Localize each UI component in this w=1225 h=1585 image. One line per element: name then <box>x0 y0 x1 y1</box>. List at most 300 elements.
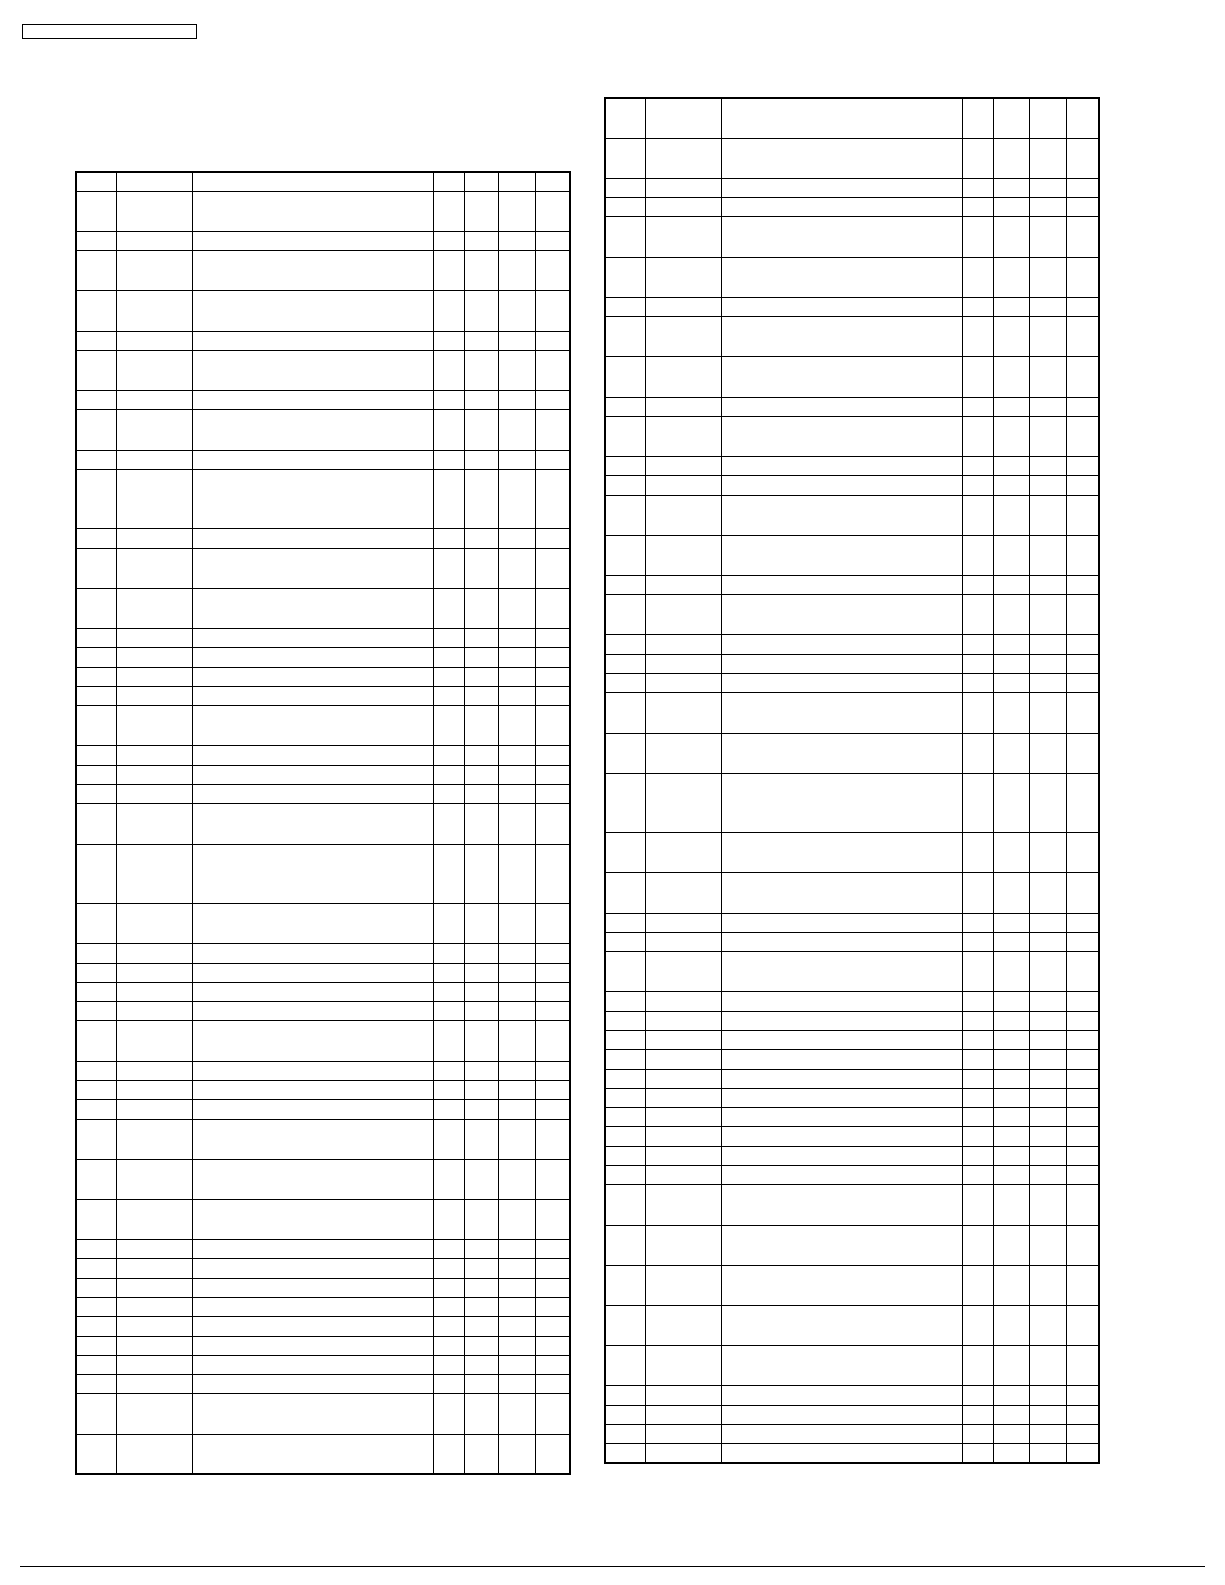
table-cell <box>645 495 721 535</box>
table-cell <box>1066 992 1099 1011</box>
table-row <box>605 1050 1099 1069</box>
table-cell <box>464 1002 498 1021</box>
table-row <box>605 1424 1099 1443</box>
table-cell <box>962 1386 993 1405</box>
table-cell <box>962 1346 993 1386</box>
table-cell <box>433 1278 464 1297</box>
table-cell <box>1029 733 1066 773</box>
table-cell <box>993 1185 1029 1225</box>
table-cell <box>116 963 192 982</box>
table-cell <box>721 457 962 476</box>
table-cell <box>645 1146 721 1165</box>
table-cell <box>192 191 433 231</box>
table-cell <box>1066 1305 1099 1345</box>
table-cell <box>993 1225 1029 1265</box>
table-cell <box>76 648 116 667</box>
table-cell <box>993 1386 1029 1405</box>
table-row <box>605 1127 1099 1146</box>
table-cell <box>1066 317 1099 357</box>
table-cell <box>192 1080 433 1099</box>
table-cell <box>605 357 645 397</box>
table-cell <box>498 331 535 350</box>
table-cell <box>116 982 192 1001</box>
table-cell <box>645 1405 721 1424</box>
table-cell <box>464 686 498 705</box>
table-cell <box>498 1199 535 1239</box>
table-cell <box>535 1199 570 1239</box>
table-cell <box>993 1030 1029 1049</box>
table-cell <box>1066 693 1099 733</box>
table-cell <box>192 410 433 450</box>
table-cell <box>962 198 993 217</box>
table-cell <box>498 1317 535 1336</box>
table-cell <box>498 1240 535 1259</box>
table-cell <box>433 1394 464 1434</box>
table-cell <box>535 1355 570 1374</box>
table-cell <box>1029 457 1066 476</box>
table-cell <box>192 963 433 982</box>
table-cell <box>605 635 645 654</box>
table-cell <box>645 457 721 476</box>
table-cell <box>962 317 993 357</box>
table-cell <box>76 1317 116 1336</box>
table-cell <box>498 291 535 331</box>
table-cell <box>192 1199 433 1239</box>
table-cell <box>645 198 721 217</box>
table-cell <box>116 1100 192 1119</box>
table-cell <box>464 529 498 548</box>
table-cell <box>535 1080 570 1099</box>
table-cell <box>433 172 464 191</box>
table-row <box>76 904 570 944</box>
table-cell <box>962 733 993 773</box>
table-cell <box>76 1100 116 1119</box>
table-cell <box>116 1394 192 1434</box>
table-cell <box>433 648 464 667</box>
table-cell <box>721 733 962 773</box>
table-cell <box>605 873 645 913</box>
table-cell <box>605 317 645 357</box>
table-cell <box>535 529 570 548</box>
table-cell <box>645 654 721 673</box>
table-cell <box>721 595 962 635</box>
table-cell <box>116 629 192 648</box>
table-row <box>605 833 1099 873</box>
parts-list-table-left <box>75 171 571 1475</box>
table-cell <box>1029 773 1066 833</box>
table-cell <box>645 416 721 456</box>
table-cell <box>962 217 993 257</box>
table-cell <box>116 1375 192 1394</box>
table-cell <box>498 1278 535 1297</box>
table-cell <box>962 357 993 397</box>
table-cell <box>645 217 721 257</box>
table-row <box>605 733 1099 773</box>
table-cell <box>76 1119 116 1159</box>
table-cell <box>192 350 433 390</box>
table-cell <box>76 548 116 588</box>
table-cell <box>498 686 535 705</box>
table-cell <box>433 1159 464 1199</box>
table-cell <box>993 397 1029 416</box>
table-cell <box>962 1225 993 1265</box>
table-cell <box>498 350 535 390</box>
table-cell <box>605 1424 645 1443</box>
table-cell <box>645 693 721 733</box>
table-cell <box>464 982 498 1001</box>
table-cell <box>605 833 645 873</box>
table-cell <box>1029 1146 1066 1165</box>
table-cell <box>1029 1050 1066 1069</box>
table-cell <box>464 963 498 982</box>
table-cell <box>464 391 498 410</box>
table-cell <box>433 1100 464 1119</box>
table-cell <box>498 1159 535 1199</box>
table-cell <box>993 595 1029 635</box>
table-cell <box>962 1444 993 1463</box>
table-row <box>76 391 570 410</box>
table-cell <box>605 297 645 316</box>
table-cell <box>116 231 192 250</box>
table-cell <box>76 804 116 844</box>
table-cell <box>192 331 433 350</box>
table-cell <box>1066 773 1099 833</box>
table-row <box>76 350 570 390</box>
table-cell <box>464 629 498 648</box>
table-cell <box>1029 397 1066 416</box>
table-cell <box>498 251 535 291</box>
table-cell <box>192 686 433 705</box>
table-cell <box>192 469 433 529</box>
table-cell <box>535 450 570 469</box>
table-cell <box>721 535 962 575</box>
table-cell <box>116 450 192 469</box>
table-cell <box>1066 654 1099 673</box>
footer-rule <box>20 1566 1205 1567</box>
table-row <box>605 635 1099 654</box>
table-cell <box>498 982 535 1001</box>
table-cell <box>645 357 721 397</box>
table-cell <box>962 1127 993 1146</box>
table-cell <box>962 1088 993 1107</box>
table-cell <box>721 1069 962 1088</box>
table-cell <box>464 844 498 904</box>
table-cell <box>464 746 498 765</box>
table-cell <box>1029 495 1066 535</box>
table-cell <box>433 410 464 450</box>
table-cell <box>721 98 962 138</box>
table-cell <box>1029 1405 1066 1424</box>
table-cell <box>535 629 570 648</box>
table-cell <box>192 1336 433 1355</box>
table-cell <box>433 904 464 944</box>
table-cell <box>116 1317 192 1336</box>
table-cell <box>721 1185 962 1225</box>
table-cell <box>962 1050 993 1069</box>
table-row <box>76 667 570 686</box>
table-cell <box>605 932 645 951</box>
table-row <box>605 595 1099 635</box>
table-cell <box>1066 1225 1099 1265</box>
table-cell <box>993 1424 1029 1443</box>
table-cell <box>721 1424 962 1443</box>
table-cell <box>464 1061 498 1080</box>
table-cell <box>645 317 721 357</box>
table-cell <box>721 952 962 992</box>
table-row <box>605 397 1099 416</box>
table-cell <box>116 191 192 231</box>
table-cell <box>605 178 645 197</box>
parts-list-table-right <box>604 97 1100 1464</box>
table-cell <box>721 357 962 397</box>
table-cell <box>1029 575 1066 594</box>
table-cell <box>605 575 645 594</box>
table-cell <box>116 1080 192 1099</box>
table-cell <box>645 1225 721 1265</box>
table-cell <box>433 1119 464 1159</box>
table-cell <box>645 1011 721 1030</box>
table-cell <box>192 765 433 784</box>
table-cell <box>645 733 721 773</box>
table-cell <box>1066 1108 1099 1127</box>
table-cell <box>192 1159 433 1199</box>
table-cell <box>464 1159 498 1199</box>
table-cell <box>433 1375 464 1394</box>
table-cell <box>433 548 464 588</box>
table-cell <box>721 416 962 456</box>
table-cell <box>993 1011 1029 1030</box>
table-row <box>605 198 1099 217</box>
table-row <box>76 191 570 231</box>
table-cell <box>498 746 535 765</box>
table-cell <box>464 291 498 331</box>
table-cell <box>464 410 498 450</box>
table-row <box>605 1185 1099 1225</box>
table-cell <box>464 667 498 686</box>
table-cell <box>721 932 962 951</box>
table-cell <box>1066 1405 1099 1424</box>
table-row <box>76 548 570 588</box>
table-row <box>76 1297 570 1316</box>
table-cell <box>498 904 535 944</box>
table-row <box>76 588 570 628</box>
table-cell <box>962 297 993 316</box>
table-cell <box>605 1185 645 1225</box>
table-cell <box>116 251 192 291</box>
table-cell <box>645 535 721 575</box>
table-cell <box>464 548 498 588</box>
table-cell <box>645 674 721 693</box>
table-cell <box>962 1166 993 1185</box>
table-cell <box>535 1240 570 1259</box>
table-cell <box>962 1424 993 1443</box>
table-cell <box>993 357 1029 397</box>
table-cell <box>464 172 498 191</box>
table-cell <box>76 350 116 390</box>
table-cell <box>993 317 1029 357</box>
table-cell <box>433 1199 464 1239</box>
table-row <box>605 1444 1099 1463</box>
table-cell <box>645 773 721 833</box>
table-cell <box>993 654 1029 673</box>
table-row <box>605 952 1099 992</box>
table-cell <box>535 548 570 588</box>
table-row <box>76 648 570 667</box>
table-cell <box>116 588 192 628</box>
table-cell <box>1029 674 1066 693</box>
table-cell <box>1066 1346 1099 1386</box>
table-cell <box>1029 257 1066 297</box>
table-cell <box>192 231 433 250</box>
table-cell <box>433 231 464 250</box>
table-cell <box>116 291 192 331</box>
table-cell <box>535 982 570 1001</box>
table-cell <box>1029 1166 1066 1185</box>
table-cell <box>1029 297 1066 316</box>
table-cell <box>535 391 570 410</box>
table-cell <box>645 1127 721 1146</box>
table-cell <box>962 992 993 1011</box>
table-cell <box>1029 317 1066 357</box>
table-cell <box>993 297 1029 316</box>
table-row <box>605 1108 1099 1127</box>
table-row <box>76 785 570 804</box>
table-cell <box>1066 357 1099 397</box>
table-cell <box>498 765 535 784</box>
table-cell <box>993 1127 1029 1146</box>
table-cell <box>535 1434 570 1474</box>
table-cell <box>1029 913 1066 932</box>
table-cell <box>76 944 116 963</box>
table-cell <box>433 667 464 686</box>
table-cell <box>645 397 721 416</box>
table-cell <box>433 191 464 231</box>
table-cell <box>535 944 570 963</box>
table-cell <box>721 1088 962 1107</box>
table-cell <box>993 733 1029 773</box>
table-cell <box>993 1069 1029 1088</box>
table-cell <box>962 635 993 654</box>
table-row <box>605 317 1099 357</box>
table-cell <box>962 397 993 416</box>
table-cell <box>464 450 498 469</box>
table-cell <box>76 251 116 291</box>
table-cell <box>535 410 570 450</box>
table-cell <box>1066 1424 1099 1443</box>
table-cell <box>192 588 433 628</box>
table-cell <box>1066 1030 1099 1049</box>
table-row <box>76 1080 570 1099</box>
table-cell <box>76 1394 116 1434</box>
table-cell <box>1066 1185 1099 1225</box>
table-cell <box>192 746 433 765</box>
table-cell <box>1029 138 1066 178</box>
table-row <box>76 746 570 765</box>
table-cell <box>76 1080 116 1099</box>
table-row <box>605 873 1099 913</box>
table-row <box>605 476 1099 495</box>
table-cell <box>605 992 645 1011</box>
table-cell <box>1029 1108 1066 1127</box>
table-cell <box>962 178 993 197</box>
table-cell <box>464 785 498 804</box>
table-cell <box>1029 1424 1066 1443</box>
table-cell <box>1029 595 1066 635</box>
table-cell <box>535 706 570 746</box>
table-cell <box>192 1002 433 1021</box>
table-cell <box>116 1278 192 1297</box>
table-cell <box>535 804 570 844</box>
table-cell <box>116 648 192 667</box>
table-cell <box>645 873 721 913</box>
table-cell <box>76 1061 116 1080</box>
table-cell <box>76 450 116 469</box>
table-cell <box>498 1297 535 1316</box>
table-cell <box>605 1405 645 1424</box>
table-cell <box>721 397 962 416</box>
table-cell <box>192 172 433 191</box>
table-cell <box>464 1434 498 1474</box>
table-cell <box>645 138 721 178</box>
table-cell <box>605 1386 645 1405</box>
table-cell <box>498 1259 535 1278</box>
table-cell <box>192 1375 433 1394</box>
table-cell <box>993 198 1029 217</box>
table-cell <box>192 1259 433 1278</box>
table-cell <box>192 1100 433 1119</box>
table-cell <box>645 1386 721 1405</box>
table-cell <box>1029 535 1066 575</box>
table-cell <box>192 1434 433 1474</box>
table-cell <box>116 1297 192 1316</box>
table-cell <box>605 1108 645 1127</box>
table-cell <box>605 595 645 635</box>
table-cell <box>721 1305 962 1345</box>
table-cell <box>605 1069 645 1088</box>
table-cell <box>76 963 116 982</box>
table-cell <box>76 706 116 746</box>
table-cell <box>993 932 1029 951</box>
table-cell <box>464 1021 498 1061</box>
table-cell <box>1029 476 1066 495</box>
table-cell <box>433 1259 464 1278</box>
table-row <box>76 231 570 250</box>
table-row <box>76 1100 570 1119</box>
table-cell <box>535 350 570 390</box>
table-cell <box>498 1375 535 1394</box>
table-cell <box>605 1011 645 1030</box>
table-cell <box>993 98 1029 138</box>
table-row <box>605 257 1099 297</box>
table-cell <box>1066 1069 1099 1088</box>
table-cell <box>993 495 1029 535</box>
table-cell <box>433 1061 464 1080</box>
table-cell <box>464 765 498 784</box>
table-cell <box>464 1240 498 1259</box>
table-cell <box>605 773 645 833</box>
table-cell <box>433 331 464 350</box>
table-row <box>605 992 1099 1011</box>
table-cell <box>962 1011 993 1030</box>
table-cell <box>76 410 116 450</box>
table-cell <box>76 1021 116 1061</box>
table-cell <box>433 1297 464 1316</box>
table-cell <box>993 1146 1029 1165</box>
table-cell <box>605 1305 645 1345</box>
table-cell <box>962 1146 993 1165</box>
table-row <box>605 1166 1099 1185</box>
table-cell <box>645 833 721 873</box>
